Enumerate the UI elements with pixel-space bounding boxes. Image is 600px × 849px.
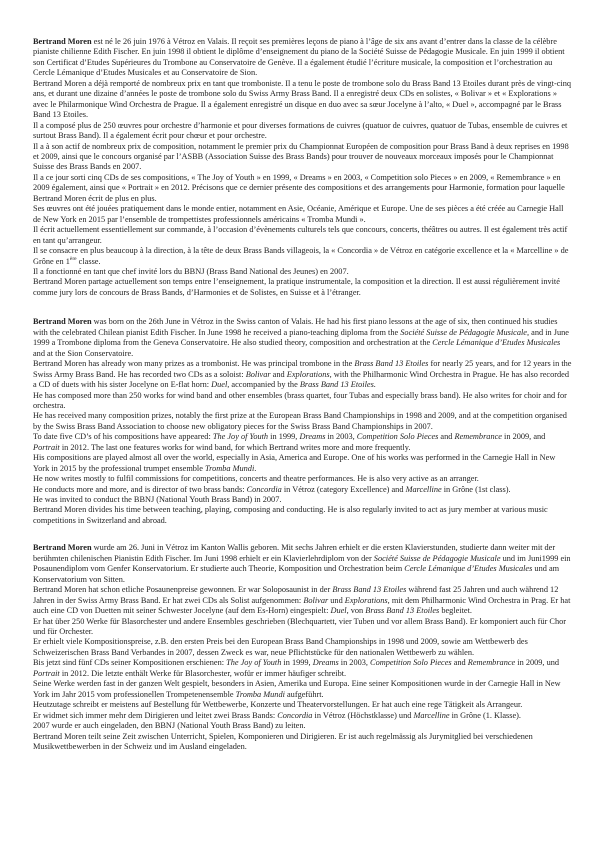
paragraph: Bertrand Moren has already won many prizes as a trombonist. He was principal trombone in the Brass Band 13 Etoiles for nearly 25 years, and for 12 years in the Swiss Army Brass Band. He has recorded two CDs as a soloist: Bolivar and Explorations, with the Philharmonic Wind Orchestra in Prague. He has also recorded a CD of duets with his sister Jocelyne on E-flat horn: Duel, accompanied by the Brass Band 13 Etoiles. xyxy=(33,359,572,390)
paragraph: Il a fonctionné en tant que chef invité lors du BBNJ (Brass Band National des Jeunes) en 2007. xyxy=(33,266,349,276)
paragraph: 2007 wurde er auch eingeladen, den BBNJ (National Youth Brass Band) zu leiten. xyxy=(33,721,306,731)
paragraph: He was invited to conduct the BBNJ (National Youth Brass Band) in 2007. xyxy=(33,495,282,505)
paragraph: Il se consacre en plus beaucoup à la direction, à la tête de deux Brass Bands villageois, la « Concordia » de Vétroz en catégorie excellence et la « Marcelline » de Grône en 1ère classe. xyxy=(33,246,569,266)
paragraph: Er erhielt viele Kompositionspreise, z.B. den ersten Preis bei den European Brass Band Championships in 1998 und 2009, sowie am Wettbewerb des Schweizerischen Brass Band Verbandes in 2007, dessen Zweck es war, neue Pflichtstücke für den nationalen Wettbewerb zu wählen. xyxy=(33,637,528,657)
paragraph: Bertrand Moren divides his time between teaching, playing, composing and conducting. He is also regularly invited to act as jury member at various music competitions in Switzerland and abroad. xyxy=(33,505,548,525)
paragraph: Il a composé plus de 250 œuvres pour orchestre d’harmonie et pour diverses formations de cuivres (quatuor de cuivres, quatuor de Tubas, ensemble de cuivres et surtout Brass Band). Il a également écrit pour chœur et pour orchestre. xyxy=(33,120,568,141)
paragraph: Bertrand Moren hat schon etliche Posaunenpreise gewonnen. Er war Soloposaunist in der Brass Band 13 Etoiles während fast 25 Jahren und auch während 12 Jahren in der Swiss Army Brass Band. Er hat zwei CDs als Solist aufgenommen: Bolivar und Explorations, mit dem Philharmonic Wind Orchestra in Prag. Er hat auch eine CD von Duetten mit seiner Schwester Jocelyne (auf dem Es-Horn) eingespielt: Duel, von Brass Band 13 Etoiles begleitet. xyxy=(33,585,571,616)
paragraph: He conducts more and more, and is director of two brass bands: Concordia in Vétroz (category Excellence) and Marcelline in Grône (1st class). xyxy=(33,484,511,494)
paragraph: Bertrand Moren partage actuellement son temps entre l’enseignement, la pratique instrumentale, la composition et la direction. Il est aussi régulièrement invité comme jury lors de concours de Brass Bands, d’Harmonies et de Solistes, en Suisse et à l’étranger. xyxy=(33,277,560,297)
paragraph: Bertrand Moren wurde am 26. Juni in Vétroz im Kanton Wallis geboren. Mit sechs Jahren erhielt er die ersten Klavierstunden, studierte dann weiter mit der berühmten chilenischen Pianistin Edith Fischer. Im Juni 1998 erhielt er ein Klavierlehrdiplom von der Société Suisse de Pédagogie Musicale und im Juni1999 ein Posaunendiplom vom Genfer Konservatorium. Er studierte auch Theorie, Komposition und Orchestration beim Cercle Lémanique d’Etudes Musicales und am Konservatorium von Sitten. xyxy=(33,543,571,584)
paragraph: Bertrand Moren teilt seine Zeit zwischen Unterricht, Spielen, Komponieren und Dirigieren. Er ist auch regelmässig als Jurymitglied bei verschiedenen Musikwettbewerben in der Schweiz und im Ausland eingeladen. xyxy=(33,731,533,751)
paragraph: He now writes mostly to fulfil commissions for competitions, concerts and theatre performances. He is also very active as an arranger. xyxy=(33,474,479,484)
paragraph: He has composed more than 250 works for wind band and other ensembles (brass quartet, four Tubas and especially brass band). He also writes for choir and for orchestra. xyxy=(33,390,567,410)
paragraph: Seine Werke werden fast in der ganzen Welt gespielt, besonders in Asien, Amerika und Europa. Eine seiner Kompositionen wurde in der Carnegie Hall in New York im Jahr 2015 vom professionellen Trompetenensemble Tromba Mundi aufgeführt. xyxy=(33,679,561,699)
paragraph: His compositions are played almost all over the world, especially in Asia, America and Europe. One of his works was performed in the Carnegie Hall in New York in 2015 by the professional trumpet ensemble Tromba Mundi. xyxy=(33,453,556,473)
paragraph: To date five CD’s of his compositions have appeared: The Joy of Youth in 1999, Dreams in 2003, Competition Solo Pieces and Remembrance in 2009, and Portrait in 2012. The last one features works for wind band, for which Bertrand writes more and more frequently. xyxy=(33,432,546,452)
paragraph: Il a ce jour sorti cinq CDs de ses compositions, « The Joy of Youth » en 1999, « Dreams » en 2003, « Competition solo Pieces » en 2009, « Remembrance » en 2009 également, ainsi que « Portrait » en 2012. Précisons que ce dernier présente des compositions et des arrangements pour Harmonie, formation pour laquelle Bertrand Moren écrit de plus en plus. xyxy=(33,172,565,203)
paragraph: Il a à son actif de nombreux prix de composition, notamment le premier prix du Championnat Européen de composition pour Brass Band à deux reprises en 1998 et 2009, ainsi que le concours organisé par l’ASBB (Association Suisse des Brass Bands) pour trouver de nouveaux morceaux imposés pour le Championnat Suisse des Brass Bands en 2007. xyxy=(33,141,569,172)
paragraph: Er widmet sich immer mehr dem Dirigieren und leitet zwei Brass Bands: Concordia in Vétroz (Höchstklasse) und Marcelline in Grône (1. Klasse). xyxy=(33,710,521,720)
paragraph: Er hat über 250 Werke für Blasorchester und andere Ensembles geschrieben (Blechquartett, vier Tuben und vor allem Brass Band). Er komponiert auch für Chor und für Orchester. xyxy=(33,616,567,637)
paragraph: Heutzutage schreibt er meistens auf Bestellung für Wettbewerbe, Konzerte und Theatervorstellungen. Er hat auch eine rege Tätigkeit als Arrangeur. xyxy=(33,700,523,710)
biography-section-german xyxy=(33,543,573,752)
paragraph: He has received many composition prizes, notably the first prize at the European Brass Band Championships in 1998 and 2009, and at the competition organised by the Swiss Brass Band Association to choose new obligatory pieces for the Swiss Brass Band Championships in 2007. xyxy=(33,411,567,431)
paragraph: Bertrand Moren was born on the 26th June in Vétroz in the Swiss canton of Valais. He had his first piano lessons at the age of six, then continued his studies with the celebrated Chilean pianist Edith Fischer. In June 1998 he received a piano-teaching diploma from the Société Suisse de Pédagogie Musicale, and in June 1999 a Trombone diploma from the Geneva Conservatoire. He also studied theory, composition and orchestration at the Cercle Lémanique d’Etudes Musicales and at the Sion Conservatoire. xyxy=(33,317,569,358)
paragraph: Bis jetzt sind fünf CDs seiner Kompositionen erschienen: The Joy of Youth in 1999, Dreams in 2003, Competition Solo Pieces and Remembrance in 2009, und Portrait in 2012. Die letzte enthält Werke für Blasorchester, wofür er immer häufiger schreibt. xyxy=(33,658,560,678)
paragraph: Bertrand Moren est né le 26 juin 1976 à Vétroz en Valais. Il reçoit ses premières leçons de piano à l’âge de six ans avant d’entrer dans la classe de la célèbre pianiste chilienne Edith Fischer. En juin 1998 il obtient le diplôme d’enseignement du piano de la Société Suisse de Pédagogie Musicale. En juin 1999 il obtient son Certificat d’Etudes Supérieures du Trombone au Conservatoire de Genève. Il a également étudié l’écriture musicale, la composition et l’orchestration au Cercle Lémanique d’Etudes Musicales et au Conservatoire de Sion. xyxy=(33,37,565,78)
paragraph: Ses œuvres ont été jouées pratiquement dans le monde entier, notamment en Asie, Océanie, Amérique et Europe. Une de ses pièces a été créée au Carnegie Hall de New York en 2015 par l’ensemble de trompettistes professionnels américains « Tromba Mundi ». xyxy=(33,204,564,224)
paragraph: Bertrand Moren a déjà remporté de nombreux prix en tant que tromboniste. Il a tenu le poste de trombone solo du Brass Band 13 Etoiles durant près de vingt-cinq ans, et durant une dizaine d’années le poste de trombone solo du Swiss Army Brass Band. Il a enregistré deux CDs en solistes, « Bolivar » et « Explorations » avec le Philarmonique Wind Orchestra de Prague. Il a également enregistré un disque en duo avec sa sœur Jocelyne à l’alto, « Duel », accompagné par le Brass Band 13 Etoiles. xyxy=(33,78,572,120)
biography-section-english xyxy=(33,317,573,526)
biography-section-french xyxy=(33,37,573,298)
paragraph: Il écrit actuellement essentiellement sur commande, à l’occasion d’évènements culturels tels que concours, concerts, théâtres ou autres. Il est également très actif en tant qu’arrangeur. xyxy=(33,225,568,245)
